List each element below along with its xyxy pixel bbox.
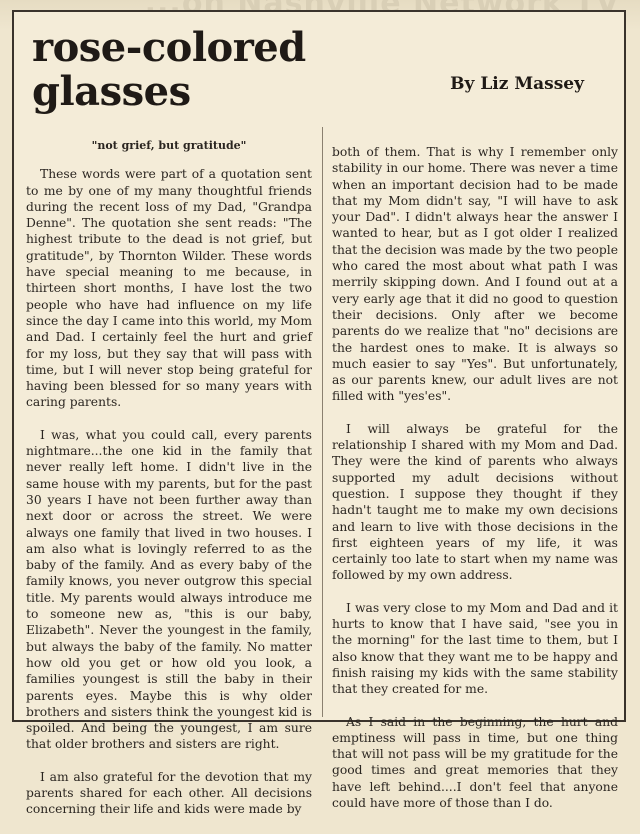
paragraph: I was, what you could call, every parents nightmare...the one kid in the family that never really left home. I didn't live in the same house with my parents, but for the past 30 years I have not been further away than next door or across the street. We were always one family that lived in two houses. I am also what is lovingly referred to as the baby of the family. And as every baby of the family knows, you never outgrow this special title. My parents would always introduce me to someone new as, "this is our baby, Elizabeth". Never the youngest in the family, but always the baby of the family. No matter how old you get or how old you look, a families youngest is still the baby in their parents eyes. Maybe this is why older brothers and sisters think the youngest kid is spoiled. And being the youngest, I am sure that older brothers and sisters are right. xyxy=(26,427,312,752)
paragraph: I will always be grateful for the relationship I shared with my Mom and Dad. They were the kind of parents who always supported my adult decisions without question. I suppose they thought if they hadn't taught me to make my own decisions and learn to live with those decisions in the first eighteen years of my life, it was certainly too late to start when my name was followed by my own address. xyxy=(332,421,618,583)
paragraph: I am also grateful for the devotion that my parents shared for each other. All decisions concerning their life and kids were made by xyxy=(26,769,312,817)
paragraph: As I said in the beginning, the hurt and emptiness will pass in time, but one thing that will not pass will be my gratitude for the good times and great memories that they have left behind....I don't feel that anyone could have more of those than I do. xyxy=(332,714,618,810)
newspaper-clipping xyxy=(12,10,626,817)
article-subhead: "not grief, but gratitude" xyxy=(91,139,247,152)
paragraph: both of them. That is why I remember only stability in our home. There was never a time when an important decision had to be made that my Mom didn't say, "I will have to ask your Dad". I didn't always hear the answer I wanted to hear, but as I got older I realized that the decision was made by the two people who cared the most about what path I was merrily skipping down. And I found out at a very early age that it did no good to question their decisions. Only after we become parents do we realize that "no" decisions are the hardest ones to make. It is always so much easier to say "Yes". But unfortunately, as our parents knew, our adult lives are not filled with "yes'es". xyxy=(332,145,618,404)
article-byline: By Liz Massey xyxy=(450,74,584,94)
column-right xyxy=(332,144,618,827)
column-divider xyxy=(322,127,323,717)
paragraph: These words were part of a quotation sent to me by one of my many thoughtful friends during the recent loss of my Dad, "Grandpa Denne". The quotation she sent reads: "The highest tribute to the dead is not grief, but gratitude", by Thornton Wilder. These words have special meaning to me because, in thirteen short months, I have lost the two people who have had influence on my life since the day I came into this world, my Mom and Dad. I certainly feel the hurt and grief for my loss, but they say that will pass with time, but I will never stop being grateful for having been blessed for so many years with caring parents. xyxy=(26,167,312,410)
paragraph: I was very close to my Mom and Dad and it hurts to know that I have said, "see you in the morning" for the last time to them, but I also know that they want me to be happy and finish raising my kids with the same stability that they created for me. xyxy=(332,600,618,697)
article-headline: rose-colored glasses xyxy=(32,24,306,115)
column-left xyxy=(26,138,312,834)
